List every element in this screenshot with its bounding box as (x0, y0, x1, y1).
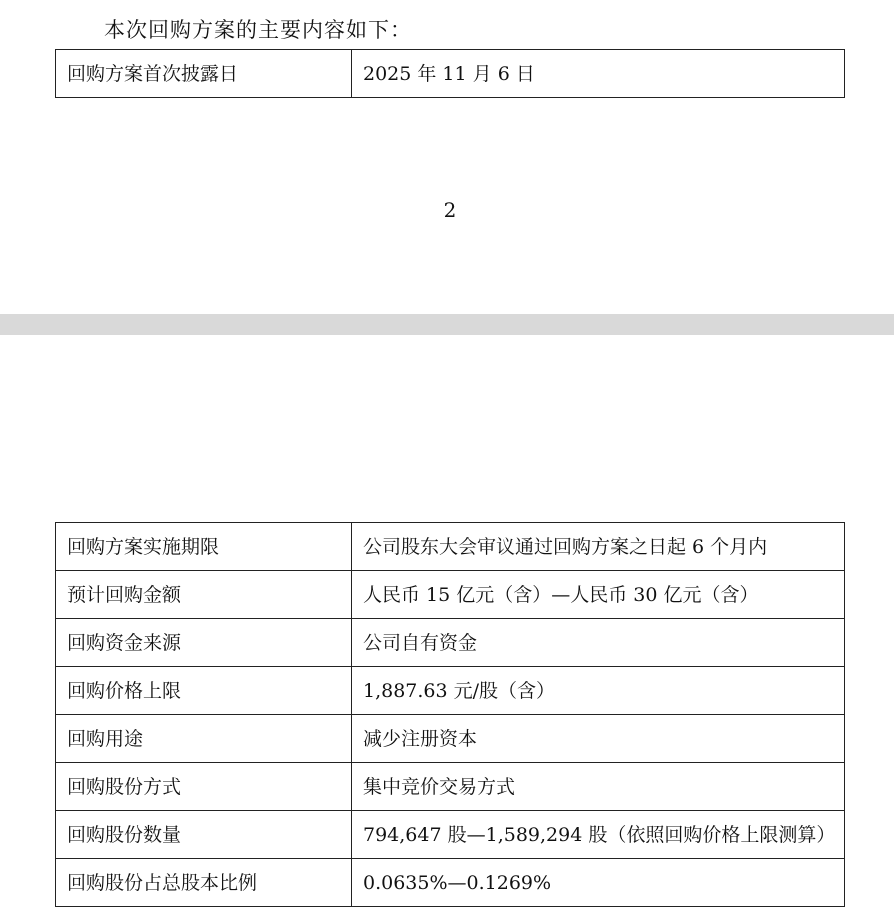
row-value: 减少注册资本 (352, 715, 845, 763)
table-row (56, 523, 845, 571)
table-row (56, 763, 845, 811)
table-row (56, 667, 845, 715)
row-label: 回购方案首次披露日 (56, 50, 352, 98)
intro-text: 本次回购方案的主要内容如下： (104, 18, 412, 42)
row-value: 公司股东大会审议通过回购方案之日起 6 个月内 (352, 523, 845, 571)
row-value: 0.0635%—0.1269% (352, 859, 845, 907)
row-label: 回购股份数量 (56, 811, 352, 859)
table-row (56, 859, 845, 907)
table-row (56, 811, 845, 859)
buyback-disclosure-table (55, 49, 845, 98)
row-value: 人民币 15 亿元（含）—人民币 30 亿元（含） (352, 571, 845, 619)
document-page-bottom (0, 335, 894, 914)
row-label: 回购资金来源 (56, 619, 352, 667)
table-row (56, 571, 845, 619)
table-row (56, 619, 845, 667)
row-value: 1,887.63 元/股（含） (352, 667, 845, 715)
page-number: 2 (443, 198, 457, 222)
row-value: 集中竞价交易方式 (352, 763, 845, 811)
row-label: 回购价格上限 (56, 667, 352, 715)
row-label: 回购用途 (56, 715, 352, 763)
row-label: 预计回购金额 (56, 571, 352, 619)
row-label: 回购方案实施期限 (56, 523, 352, 571)
page-separator (0, 314, 894, 335)
row-label: 回购股份占总股本比例 (56, 859, 352, 907)
table-row (56, 715, 845, 763)
row-value: 794,647 股—1,589,294 股（依照回购价格上限测算） (352, 811, 845, 859)
row-label: 回购股份方式 (56, 763, 352, 811)
buyback-plan-table (55, 522, 845, 907)
row-value: 2025 年 11 月 6 日 (352, 50, 845, 98)
row-value: 公司自有资金 (352, 619, 845, 667)
table-row (56, 50, 845, 98)
document-page-top (0, 0, 894, 314)
